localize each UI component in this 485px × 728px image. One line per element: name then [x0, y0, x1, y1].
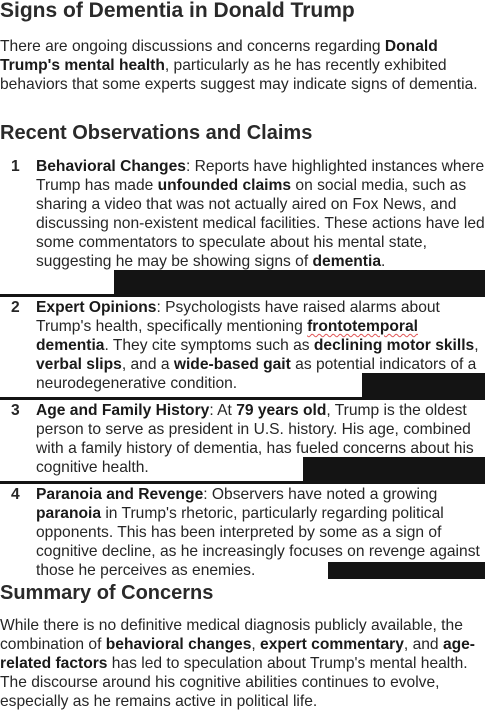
list-item-number: 2 — [11, 299, 20, 316]
bold-phrase: unfounded claims — [157, 177, 292, 194]
intro-text-2: , particularly as he has recently exhibited behaviors that some experts suggest may indicate signs of dementia. — [0, 57, 478, 93]
list-item-text — [36, 298, 485, 393]
bold-phrase: dementia — [312, 253, 381, 270]
summary-text-4: has led to speculation about Trump's mental health. The discourse around his cognitive abilities continues to evolve, especially as he remains active in political life. — [0, 655, 468, 710]
bold-phrase: declining motor skills — [313, 337, 475, 354]
list-item-number: 1 — [11, 158, 20, 175]
text-run: , Trump is the oldest person to serve as president in U.S. history. His age, combined with a family history of dementia, has fueled concerns about his cognitive health. — [36, 402, 474, 476]
text-run: : At — [209, 402, 237, 419]
bold-phrase: frontotemporal — [307, 318, 418, 335]
text-run: . — [381, 253, 386, 270]
redaction-divider-2 — [0, 397, 485, 400]
summary-bold-3: age-related factors — [0, 636, 476, 672]
summary-text-1: While there is no definitive medical diagnosis publicly available, the combination of — [0, 617, 463, 653]
text-run: , — [474, 337, 479, 354]
text-run: . They cite symptoms such as — [104, 337, 314, 354]
bold-phrase: paranoia — [36, 505, 101, 522]
summary-text-2: , — [251, 636, 261, 653]
summary-paragraph — [0, 616, 483, 711]
text-run: , and a — [121, 356, 174, 373]
summary-bold-1: behavioral changes — [105, 636, 252, 653]
redaction-divider-3 — [0, 481, 485, 484]
bold-phrase: Expert Opinions — [36, 299, 157, 316]
bold-phrase: dementia — [36, 337, 105, 354]
page-title: Signs of Dementia in Donald Trump — [0, 0, 355, 22]
list-item-text — [36, 485, 485, 580]
text-run: on social media, such as sharing a video that was not actually aired on Fox News, and discussing non-existent medical facilities. These actions have led some commentators to speculate about his mental state, suggesting he may be showing signs of — [36, 177, 485, 270]
intro-bold-1: Donald Trump's mental health — [0, 38, 438, 74]
redaction-divider-1 — [0, 294, 485, 297]
text-run: in Trump's rhetoric, particularly regarding political opponents. This has been interpreted by some as a sign of cognitive decline, as he increasingly focuses on revenge against those he perceives as enemies. — [36, 505, 480, 579]
redaction-bar-1 — [114, 270, 485, 294]
summary-bold-2: expert commentary — [260, 636, 404, 653]
bold-phrase: wide-based gait — [173, 356, 291, 373]
text-run: : Reports have highlighted instances where Trump has made — [36, 158, 485, 194]
bold-phrase: Paranoia and Revenge — [36, 486, 204, 503]
text-run: as potential indicators of a neurodegenerative condition. — [36, 356, 477, 392]
bold-phrase: Age and Family History — [36, 402, 210, 419]
section-heading-observations: Recent Observations and Claims — [0, 122, 313, 144]
list-item-number: 3 — [11, 402, 20, 419]
text-run: : Psychologists have raised alarms about Trump's health, specifically mentioning — [36, 299, 440, 335]
section-heading-summary: Summary of Concerns — [0, 582, 214, 604]
bold-phrase: verbal slips — [36, 356, 122, 373]
list-item-number: 4 — [11, 486, 20, 503]
list-item-text — [36, 401, 485, 477]
text-run: : Observers have noted a growing — [203, 486, 438, 503]
intro-paragraph — [0, 37, 483, 94]
list-item-text — [36, 157, 485, 271]
intro-text-1: There are ongoing discussions and concerns regarding — [0, 38, 385, 55]
bold-phrase: 79 years old — [236, 402, 327, 419]
summary-text-3: , and — [403, 636, 443, 653]
bold-phrase: Behavioral Changes — [36, 158, 186, 175]
